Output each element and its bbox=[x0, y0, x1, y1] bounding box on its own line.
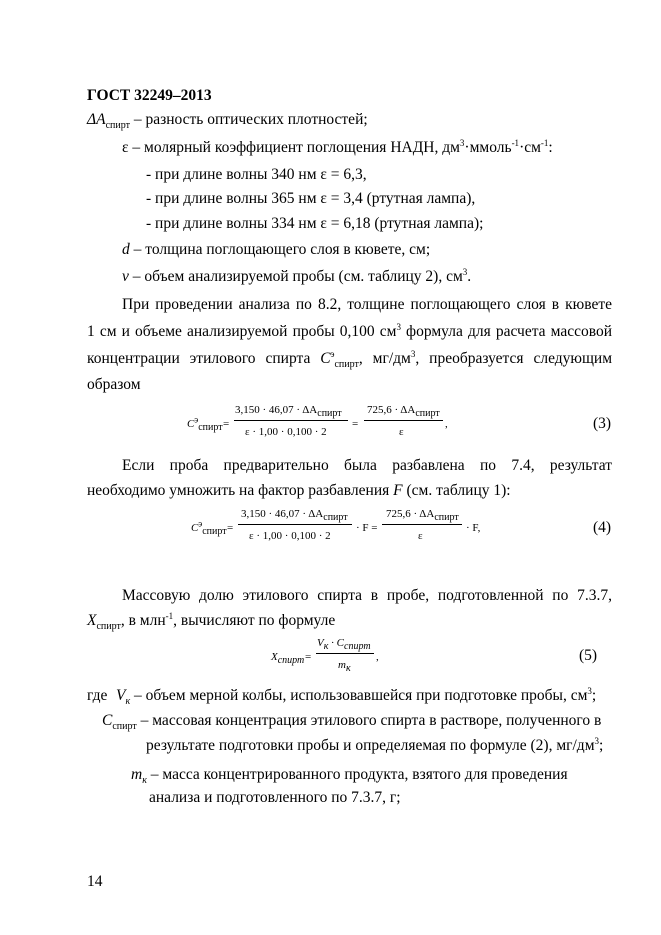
f4-num1-sub: спирт bbox=[323, 512, 348, 524]
f4-num2 bbox=[386, 508, 459, 524]
para1-l3b: , мг/дм bbox=[358, 350, 411, 367]
f4-den2: ε bbox=[418, 530, 423, 542]
f5-den bbox=[338, 659, 351, 675]
f5-lhs-sym: X bbox=[271, 651, 278, 663]
eps-text: ε – молярный коэффициент поглощения НАДН, дм bbox=[122, 139, 460, 156]
f3-num1 bbox=[235, 404, 342, 420]
f5-lhs bbox=[271, 651, 305, 667]
eps-sup1: 3 bbox=[459, 137, 465, 148]
f3-den1: ε · 1,00 · 0,100 · 2 bbox=[245, 426, 327, 438]
f5-num-csub: спирт bbox=[344, 641, 371, 653]
para1-line3 bbox=[87, 349, 612, 369]
f3-frac2-line bbox=[364, 420, 443, 421]
delta-a-symbol: ΔA bbox=[87, 111, 106, 128]
para3-l2b: , вычисляют по формуле bbox=[173, 612, 336, 629]
f4-tail: · F, bbox=[466, 522, 481, 534]
cs-text2: результате подготовки пробы и определяемая по формуле (2), мг/дм bbox=[146, 737, 595, 754]
para2-l2sym: F bbox=[393, 482, 403, 499]
page-number: 14 bbox=[87, 873, 103, 890]
f4-lhs-sym: C bbox=[191, 522, 199, 534]
f5-number: (5) bbox=[579, 647, 598, 664]
f5-frac-line bbox=[316, 653, 374, 654]
def-v bbox=[122, 267, 471, 287]
where-mk-line2: анализа и подготовленного по 7.3.7, г; bbox=[149, 789, 401, 806]
f5-den-m: m bbox=[338, 659, 346, 671]
v-end: . bbox=[467, 268, 472, 285]
vk-sym: V bbox=[116, 687, 126, 704]
f4-lhs bbox=[191, 518, 227, 538]
para1-l3c: , преобразуется следующим bbox=[415, 350, 612, 367]
mk-sym: m bbox=[131, 766, 143, 783]
f3-num1-sub: спирт bbox=[317, 408, 342, 420]
mk-text: – масса концентрированного продукта, взятого для проведения bbox=[146, 766, 568, 783]
where-mk bbox=[131, 765, 568, 785]
para1-l2a: 1 см и объеме анализируемой пробы 0,100 см bbox=[87, 323, 397, 340]
f3-lhs-sub: спирт bbox=[198, 422, 223, 434]
eps-item-340: - при длине волны 340 нм ε = 6,3, bbox=[146, 166, 367, 183]
para3-l2sym: X bbox=[87, 612, 97, 629]
vk-end: ; bbox=[591, 687, 597, 704]
eps-end: : bbox=[548, 139, 553, 156]
para2-line2 bbox=[87, 481, 511, 501]
f3-lhs-sym: C bbox=[187, 418, 195, 430]
vk-sup: 3 bbox=[587, 685, 592, 696]
para3-l2a: , в млн bbox=[120, 612, 166, 629]
f4-frac2-line bbox=[382, 524, 462, 525]
eps-mid: ·ммоль bbox=[464, 139, 512, 156]
para2-l2b: (см. таблицу 1): bbox=[402, 482, 511, 499]
para3-line2 bbox=[87, 611, 335, 631]
para1-l3a: концентрации этилового спирта bbox=[87, 350, 321, 367]
para1-line2 bbox=[87, 322, 612, 342]
f3-lhs bbox=[187, 414, 223, 434]
def-d bbox=[122, 240, 430, 260]
f4-lhs-sub: спирт bbox=[202, 526, 227, 538]
para1-l2b: формула для расчета массовой bbox=[400, 323, 613, 340]
def-delta-a bbox=[87, 110, 368, 130]
para3-line1: Массовую долю этилового спирта в пробе, подготовленной по 7.3.7, bbox=[122, 587, 612, 604]
f5-den-sub: к bbox=[345, 663, 351, 675]
para1-l3sup: 3 bbox=[410, 348, 416, 359]
eps-item-334: - при длине волны 334 нм ε = 6,18 (ртутная лампа); bbox=[146, 215, 484, 232]
f4-number: (4) bbox=[593, 519, 612, 536]
cs-text: – массовая концентрация этилового спирта в растворе, полученного в bbox=[136, 712, 602, 729]
where-label: где bbox=[87, 687, 108, 704]
f3-frac1-line bbox=[234, 420, 348, 421]
f3-den2: ε bbox=[399, 426, 404, 438]
para3-l2sup: -1 bbox=[165, 610, 174, 621]
eps-mid2: ·см bbox=[519, 139, 541, 156]
cs-end: ; bbox=[599, 737, 604, 754]
para1-l3sym: C bbox=[320, 350, 331, 367]
eps-sup2: -1 bbox=[511, 137, 520, 148]
para1-l2sup: 3 bbox=[396, 321, 401, 332]
cs-sub: спирт bbox=[112, 721, 137, 733]
delta-a-text: – разность оптических плотностей; bbox=[129, 111, 368, 128]
para1-line4: образом bbox=[87, 376, 141, 393]
mk-sub: к bbox=[142, 775, 147, 787]
delta-a-sub: спирт bbox=[105, 120, 130, 132]
f5-num bbox=[317, 637, 371, 653]
f3-num2-text: 725,6 · ΔA bbox=[367, 404, 416, 416]
vk-sub: к bbox=[125, 696, 131, 708]
v-sup: 3 bbox=[462, 266, 468, 277]
f5-num-vsub: к bbox=[323, 641, 329, 653]
para2-l2a: необходимо умножить на фактор разбавления bbox=[87, 482, 394, 499]
f5-lhs-sub: спирт bbox=[277, 655, 305, 667]
where-cs-line2 bbox=[146, 736, 603, 756]
eps-sup3: -1 bbox=[540, 137, 549, 148]
cs-sym: C bbox=[102, 712, 113, 729]
f4-num1-text: 3,150 · 46,07 · ΔA bbox=[241, 508, 324, 520]
para1-line1: При проведении анализа по 8.2, толщине поглощающего слоя в кювете bbox=[122, 296, 612, 313]
f5-num-c: · C bbox=[328, 637, 345, 649]
f3-num2 bbox=[367, 404, 440, 420]
f5-num-v: V bbox=[317, 637, 324, 649]
where-vk bbox=[116, 686, 596, 706]
para2-line1: Если проба предварительно была разбавлена по 7.4, результат bbox=[122, 457, 612, 474]
f4-num1 bbox=[241, 508, 348, 524]
vk-text: – объем мерной колбы, использовавшейся при подготовке пробы, см bbox=[130, 687, 588, 704]
f3-number: (3) bbox=[593, 415, 612, 432]
f3-eq1: = bbox=[223, 418, 230, 430]
f3-eq2: = bbox=[352, 418, 359, 430]
f3-num1-text: 3,150 · 46,07 · ΔA bbox=[235, 404, 318, 416]
f4-den1: ε · 1,00 · 0,100 · 2 bbox=[249, 530, 331, 542]
v-symbol: v bbox=[122, 268, 129, 285]
f3-num2-sub: спирт bbox=[415, 408, 440, 420]
f5-eq: = bbox=[305, 651, 312, 663]
f3-tail: , bbox=[445, 418, 448, 430]
document-header: ГОСТ 32249–2013 bbox=[87, 87, 212, 104]
f4-eq1: = bbox=[227, 522, 234, 534]
v-text: – объем анализируемой пробы (см. таблицу 2), см bbox=[128, 268, 463, 285]
para3-l2sub: спирт bbox=[96, 621, 121, 633]
f4-lhs-sup: э bbox=[198, 518, 203, 529]
f5-tail: , bbox=[376, 651, 379, 663]
d-symbol: d bbox=[122, 241, 130, 258]
f4-frac1-line bbox=[238, 524, 352, 525]
f4-mid: · F = bbox=[356, 522, 378, 534]
def-epsilon bbox=[122, 138, 553, 158]
d-text: – толщина поглощающего слоя в кювете, см; bbox=[129, 241, 431, 258]
para1-l3symsup: э bbox=[330, 348, 335, 359]
f4-num2-sub: спирт bbox=[434, 512, 459, 524]
para1-l3sub: спирт bbox=[334, 359, 359, 371]
eps-item-365: - при длине волны 365 нм ε = 3,4 (ртутная лампа), bbox=[146, 190, 476, 207]
cs-sup: 3 bbox=[594, 735, 600, 746]
where-cs bbox=[102, 711, 601, 731]
f4-num2-text: 725,6 · ΔA bbox=[386, 508, 435, 520]
f3-lhs-sup: э bbox=[194, 414, 199, 425]
